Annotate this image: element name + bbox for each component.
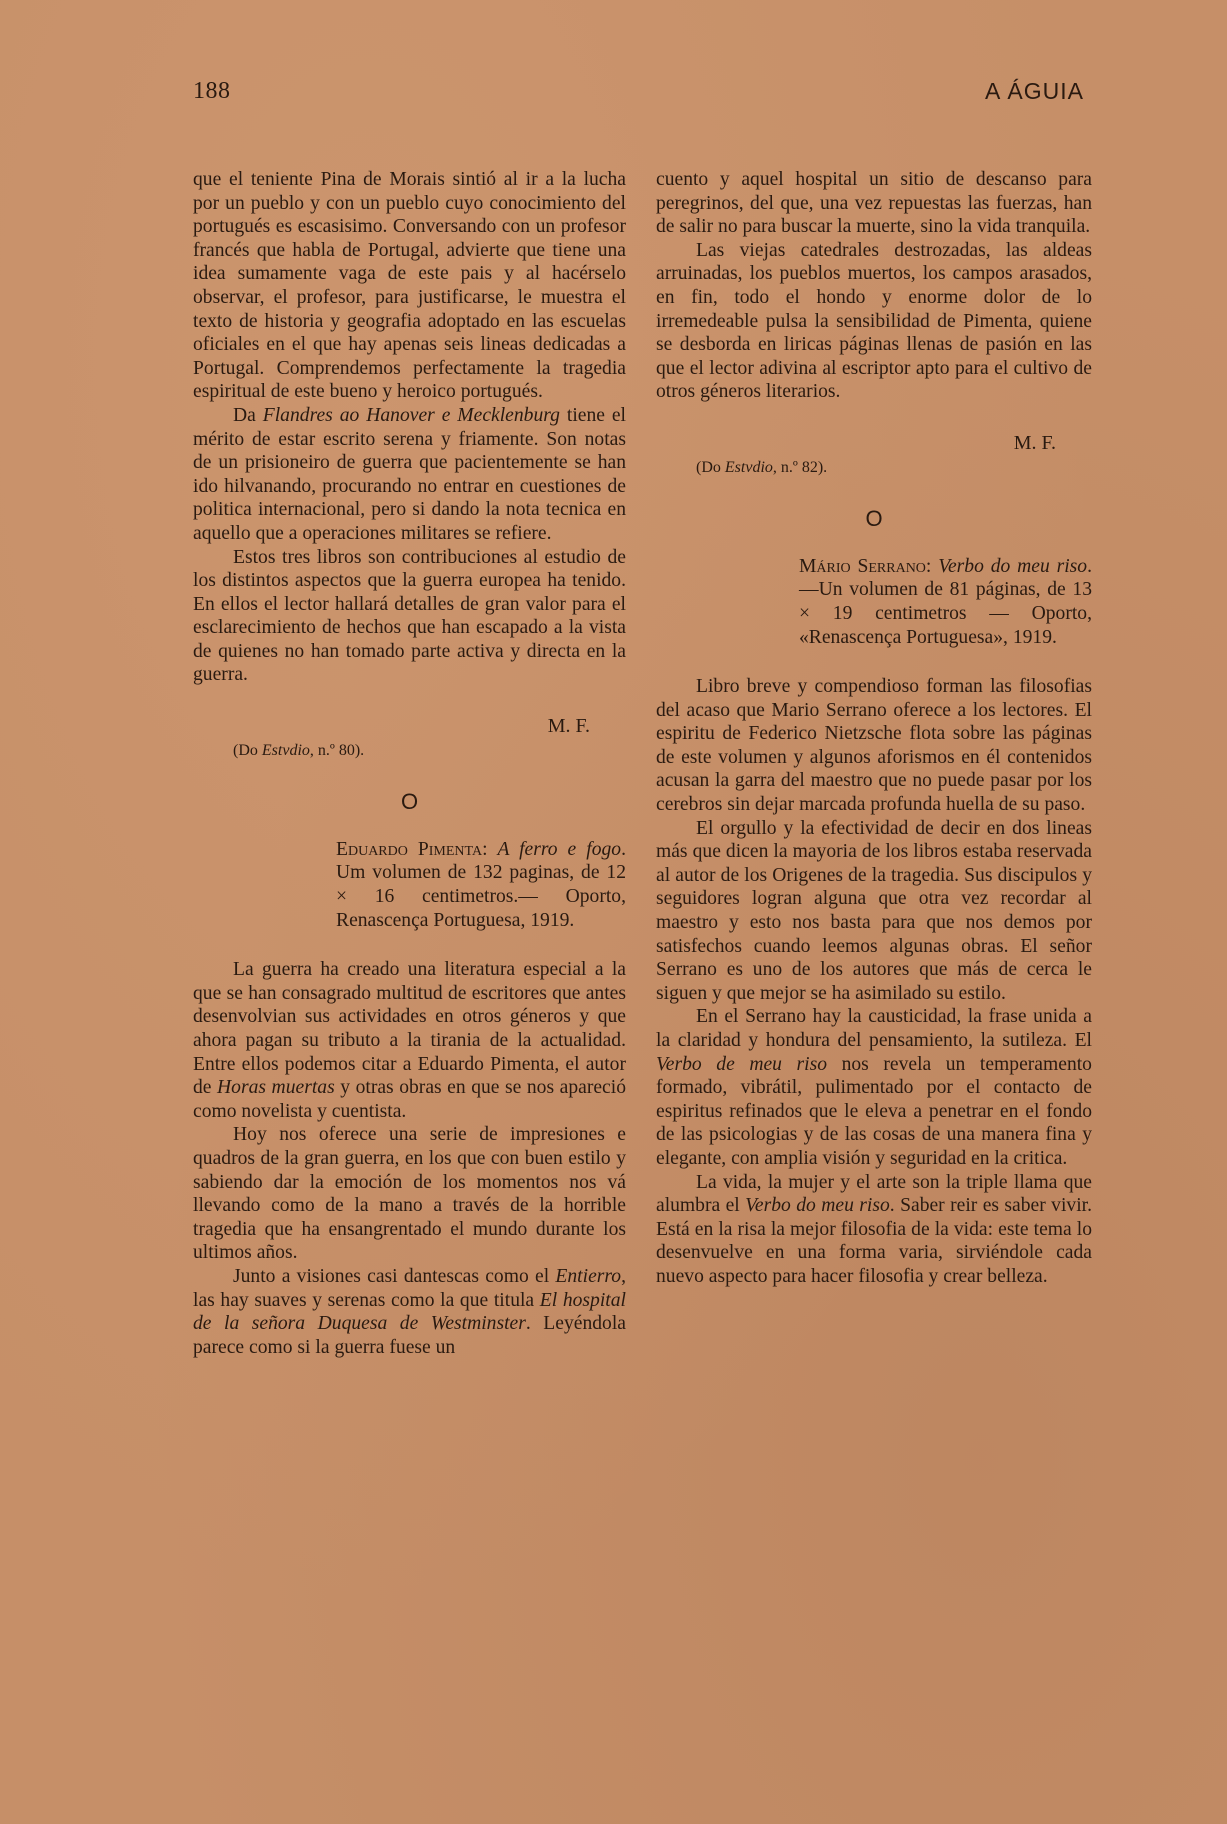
right-column bbox=[656, 168, 1092, 1289]
paragraph: cuento y aquel hospital un sitio de descanso para peregrinos, del que, una vez repuestas las fuerzas, han de salir no para buscar la muerte, sino la vida tranquila. bbox=[656, 169, 1092, 238]
signature: M. F. bbox=[547, 715, 590, 738]
paragraph: En el Serrano hay la causticidad, la frase unida a la claridad y hondura del pensamiento, la sutileza. El Verbo de meu riso nos revela un temperamento formado, vibrátil, pulimentado por el contacto de espiritus refinados que le eleva a penetrar en el fondo de las psicologias y de las cosas de una manera fina y elegante, con amplia visión y seguridad en la critica. bbox=[656, 1006, 1092, 1169]
source-citation: (Do Estvdio, n.º 82). bbox=[696, 458, 828, 476]
paragraph: El orgullo y la efectividad de decir en dos lineas más que dicen la mayoria de los libros estaba reservada al autor de los Origenes de la tragedia. Sus discipulos y seguidores logran alguna que otra vez recordar al maestro y esto nos basta para que nos demos por satisfechos cuando leemos algunas obras. El señor Serrano es uno de los autores que más de cerca le siguen y que mejor se ha asimilado su estilo. bbox=[656, 817, 1092, 1004]
section-separator: O bbox=[400, 789, 419, 815]
paragraph: Libro breve y compendioso forman las filosofias del acaso que Mario Serrano oferece a los lectores. El espiritu de Federico Nietzsche flota sobre las páginas de este volumen y algunos aforismos en él contenidos acusan la garra del maestro que no puede pasar por los cerebros sin dejar marcada profunda huella de su paso. bbox=[656, 676, 1092, 816]
paragraph: que el teniente Pina de Morais sintió al ir a la lucha por un pueblo y con un pueblo cuyo conocimiento del portugués es escasisimo. Conversando con un profesor francés que habla de Portugal, advierte que tiene una idea sumamente vaga de este pais y al hacérselo observar, el profesor, para justificarse, le muestra el texto de historia y geografia adoptado en las escuelas oficiales en el que hay apenas seis lineas dedicadas a Portugal. Comprendemos perfectamente la tragedia espiritual de este bueno y heroico portugués. bbox=[193, 169, 626, 403]
paragraph: La vida, la mujer y el arte son la triple llama que alumbra el Verbo do meu riso. Saber reir es saber vivir. Está en la risa la mejor filosofia de la vida: este tema lo desenvuelve en una forma varia, sirviéndole cada nuevo aspecto para hacer filosofia y crear belleza. bbox=[656, 1171, 1092, 1287]
paragraph: Las viejas catedrales destrozadas, las aldeas arruinadas, los pueblos muertos, los campos arasados, en fin, todo el hondo y enorme dolor de lo irremedeable pulsa la sensibilidad de Pimenta, quiene se desborda en liricas páginas llenas de pasión en las que el lector adivina al escriptor apto para el cultivo de otros géneros literarios. bbox=[656, 239, 1092, 403]
book-title: Flandres ao Hanover e Mecklenburg bbox=[262, 404, 560, 426]
page-number: 188 bbox=[193, 78, 231, 104]
entry-title: A ferro e fogo bbox=[497, 838, 622, 860]
entry-title: Verbo do meu riso bbox=[938, 555, 1088, 577]
paragraph: Hoy nos oferece una serie de impresiones e quadros de la gran guerra, en los que con buen estilo y sabiendo dar la emoción de los momentos nos vá llevando como de la mano a través de la horrible tragedia que ha ensangrentado el mundo durante los ultimos años. bbox=[193, 1124, 626, 1264]
paragraph: Estos tres libros son contribuciones al estudio de los distintos aspectos que la guerra europea ha tenido. En ellos el lector hallará detalles de gran valor para el esclarecimiento de hechos que han escapado a la vista de quienes no han tomado parte activa y directa en la guerra. bbox=[193, 546, 626, 686]
signature: M. F. bbox=[1013, 431, 1056, 454]
entry-details: . Um volumen de 132 paginas, de 12 × 16 centimetros.— Oporto, Renascença Portuguesa, 1919. bbox=[336, 838, 626, 931]
paragraph: Da Flandres ao Hanover e Mecklenburg tiene el mérito de estar escrito serena y friamente. Son notas de un prisioneiro de guerra que pacientemente se han ido hilvanando, procurando no entrar en cuestiones de politica internacional, pero si dando la nota tecnica en aquello que a operaciones militares se refiere. bbox=[193, 404, 627, 544]
entry-author: Mário Serrano bbox=[799, 555, 926, 577]
entry-details: .—Un volumen de 81 páginas, de 13 × 19 centimetros — Oporto, «Renascença Portuguesa», 1919. bbox=[799, 555, 1092, 648]
book-entry: Eduardo Pimenta: A ferro e fogo. Um volumen de 132 paginas, de 12 × 16 centimetros.— Oporto, Renascença Portuguesa, 1919. bbox=[336, 838, 626, 931]
paragraph: La guerra ha creado una literatura especial a la que se han consagrado multitud de escritores que antes desenvolvian sus actividades en otros géneros y que ahora pagan su tributo a la tirania de la actualidad. Entre ellos podemos citar a Eduardo Pimenta, el autor de Horas muertas y otras obras en que se nos apareció como novelista y cuentista. bbox=[193, 959, 626, 1122]
running-head: A ÁGUIA bbox=[984, 78, 1084, 104]
paragraph: Junto a visiones casi dantescas como el Entierro, las hay suaves y serenas como la que titula El hospital de la señora Duquesa de Westminster. Leyéndola parece como si la guerra fuese un bbox=[193, 1265, 626, 1358]
source-citation: (Do Estvdio, n.º 80). bbox=[233, 741, 365, 759]
entry-author: Eduardo Pimenta bbox=[336, 838, 483, 860]
section-separator: O bbox=[865, 506, 883, 532]
book-entry: Mário Serrano: Verbo do meu riso.—Un volumen de 81 páginas, de 13 × 19 centimetros — Oporto, «Renascença Portuguesa», 1919. bbox=[799, 555, 1092, 648]
left-column bbox=[193, 168, 626, 1359]
